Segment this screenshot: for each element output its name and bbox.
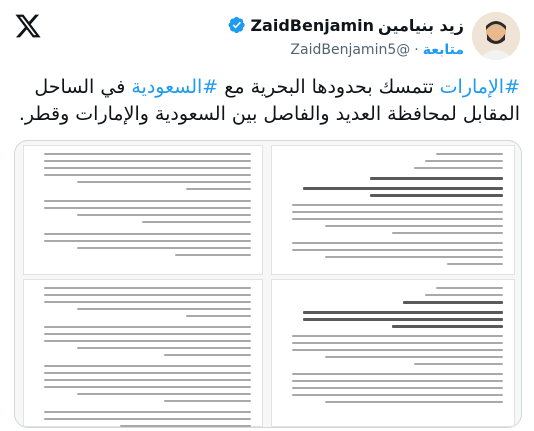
document-text-line [292,204,503,206]
document-text-line [44,372,251,374]
document-text-line [325,401,503,403]
document-text-line [44,294,251,296]
document-text-line [325,256,503,258]
tweet-line-1 [14,74,520,101]
document-text-line [303,318,503,321]
document-text-line [370,177,503,180]
tweet-text-segment: تتمسك بحدودها البحرية مع [218,76,440,98]
document-text-line [292,335,503,337]
document-text-line [292,349,503,351]
document-text-line [425,160,503,162]
document-text-line [44,301,251,303]
document-text-line [77,181,251,183]
hashtag-uae[interactable]: #الإمارات [439,76,520,98]
document-text-line [44,240,251,242]
document-text-line [44,167,251,169]
document-text-line [292,211,503,213]
document-text-line [436,153,503,155]
document-text-line [414,363,503,365]
x-logo-icon[interactable] [14,12,42,40]
document-text-line [303,187,503,190]
follow-link[interactable]: متابعة [422,42,464,58]
document-text-line [77,247,251,249]
document-text-line [292,242,503,244]
author-handle-row [290,40,464,60]
author-handle[interactable]: @ZaidBenjamin5 [290,42,411,58]
document-text-line [77,347,251,349]
document-text-line [292,218,503,220]
document-text-line [44,233,251,235]
document-text-line [303,311,503,314]
document-text-line [44,287,251,289]
document-text-line [292,373,503,375]
document-text-line [392,232,503,234]
document-text-line [77,214,251,216]
document-text-line [325,225,503,227]
document-text-line [44,174,251,176]
author-name-arabic: زيد بنيامين [378,15,464,35]
document-text-line [403,301,503,304]
document-text-line [44,153,251,155]
document-text-line [44,418,251,420]
document-text-line [120,425,251,427]
document-text-line [44,340,251,342]
document-text-line [186,188,251,190]
separator: · [414,42,419,58]
tweet-media-image[interactable] [14,140,522,428]
tweet-text [14,74,520,128]
document-text-line [325,356,503,358]
document-text-line [292,249,503,251]
document-text-line [44,411,251,413]
document-text-line [292,342,503,344]
document-text-line [186,315,251,317]
hashtag-saudi[interactable]: #السعودية [131,76,219,98]
document-text-line [292,387,503,389]
document-text-line [44,386,251,388]
document-text-line [44,365,251,367]
document-text-line [370,194,503,197]
document-text-line [44,160,251,162]
document-text-line [77,308,251,310]
document-text-line [164,354,251,356]
document-text-line [44,207,251,209]
document-text-line [447,263,503,265]
document-text-line [44,379,251,381]
document-text-line [175,254,251,256]
document-text-line [77,393,251,395]
document-text-line [44,326,251,328]
document-text-line [44,200,251,202]
verified-badge-icon [228,16,246,34]
document-text-line [292,394,503,396]
author-name: ZaidBenjamin [250,15,375,35]
document-text-line [392,325,503,328]
tweet-line-2: المقابل لمحافظة العديد والفاصل بين السعودية والإمارات وقطر. [18,103,520,125]
document-text-line [164,400,251,402]
author-name-row[interactable] [228,14,464,36]
document-text-line [142,221,251,223]
document-text-line [425,294,503,296]
profile-avatar[interactable] [472,12,520,60]
document-text-line [436,287,503,289]
tweet-text-segment: في الساحل [34,76,132,98]
document-text-line [414,167,503,169]
document-text-line [44,333,251,335]
document-text-line [292,380,503,382]
